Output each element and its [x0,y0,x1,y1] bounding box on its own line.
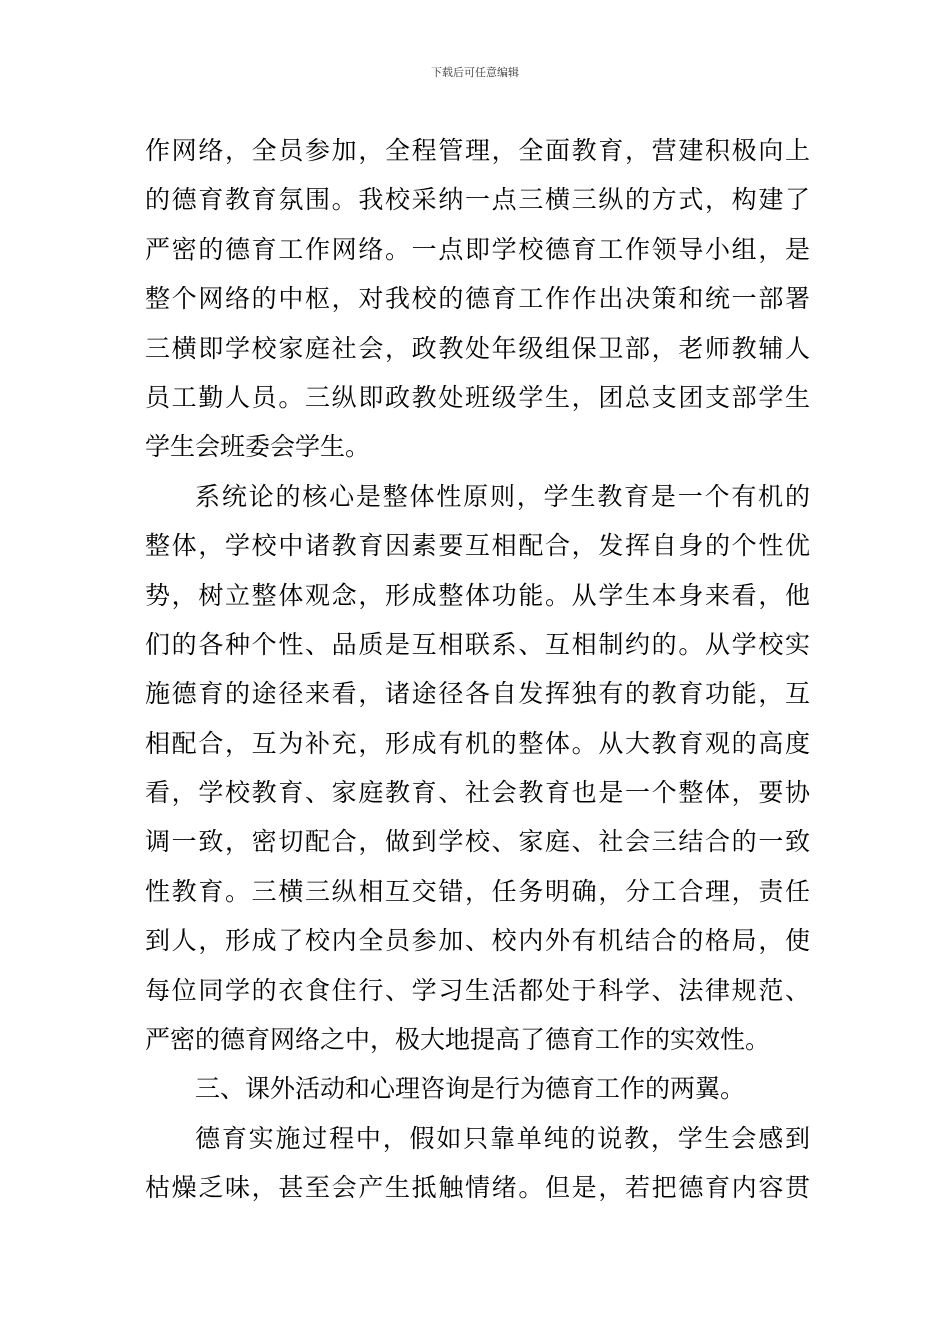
text-line: 性教育。三横三纵相互交错，任务明确，分工合理，责任 [145,876,810,906]
text-line: 势，树立整体观念，形成整体功能。从学生本身来看，他 [145,580,810,610]
text-line: 枯燥乏味，甚至会产生抵触情绪。但是，若把德育内容贯 [145,1173,810,1203]
text-line: 每位同学的衣食住行、学习生活都处于科学、法律规范、 [145,975,810,1005]
text-line: 的德育教育氛围。我校采纳一点三横三纵的方式，构建了 [145,185,810,215]
text-line: 整个网络的中枢，对我校的德育工作作出决策和统一部署 [145,284,810,314]
text-line: 学生会班委会学生。 [145,432,371,462]
text-line: 系统论的核心是整体性原则，学生教育是一个有机的 [195,481,810,511]
document-body [145,126,810,1213]
text-line: 严密的德育工作网络。一点即学校德育工作领导小组，是 [145,234,810,264]
text-line: 员工勤人员。三纵即政教处班级学生，团总支团支部学生 [145,382,810,412]
text-line: 德育实施过程中，假如只靠单纯的说教，学生会感到 [195,1123,810,1153]
page-header: 下载后可任意编辑 [431,66,519,79]
text-line: 调一致，密切配合，做到学校、家庭、社会三结合的一致 [145,827,810,857]
text-line: 作网络，全员参加，全程管理，全面教育，营建积极向上 [145,136,810,165]
text-line: 们的各种个性、品质是互相联系、互相制约的。从学校实 [145,629,810,659]
text-line: 到人，形成了校内全员参加、校内外有机结合的格局，使 [145,926,810,956]
text-line: 施德育的途径来看，诸途径各自发挥独有的教育功能，互 [145,679,810,709]
section-heading: 三、课外活动和心理咨询是行为德育工作的两翼。 [195,1074,746,1104]
text-line: 看，学校教育、家庭教育、社会教育也是一个整体，要协 [145,778,810,808]
text-line: 严密的德育网络之中，极大地提高了德育工作的实效性。 [145,1025,771,1055]
text-line: 整体，学校中诸教育因素要互相配合，发挥自身的个性优 [145,531,810,561]
text-line: 相配合，互为补充，形成有机的整体。从大教育观的高度 [145,728,810,758]
text-line: 三横即学校家庭社会，政教处年级组保卫部，老师教辅人 [145,333,810,363]
